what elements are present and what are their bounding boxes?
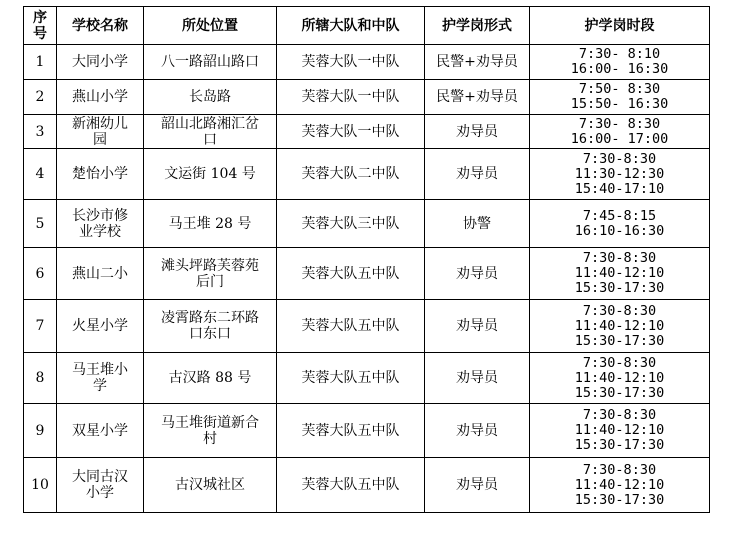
cell-no [24, 353, 57, 404]
cell-school [57, 149, 144, 200]
cell-form [425, 300, 530, 353]
cell-school-line: 园 [93, 131, 107, 148]
table-row [24, 353, 710, 404]
cell-times [530, 200, 710, 248]
cell-times-line: 7:30-8:30 [582, 302, 657, 319]
cell-no-line: 10 [31, 477, 49, 493]
patrol-schedule-table [23, 6, 710, 513]
cell-no [24, 300, 57, 353]
cell-times-line: 11:40-12:10 [574, 422, 665, 438]
cell-times-line: 11:40-12:10 [574, 265, 665, 281]
cell-location-line: 文运街 104 号 [164, 166, 256, 182]
header-cell-school: 学校名称 [57, 7, 144, 45]
cell-location-line: 滩头坪路芙蓉苑 [161, 257, 259, 274]
cell-unit [277, 353, 425, 404]
cell-form [425, 353, 530, 404]
cell-no [24, 115, 57, 149]
cell-form [425, 149, 530, 200]
cell-unit-line: 芙蓉大队一中队 [301, 89, 400, 105]
cell-times-line: 16:10-16:30 [574, 222, 665, 239]
cell-unit [277, 458, 425, 513]
cell-no [24, 200, 57, 248]
cell-times [530, 149, 710, 200]
cell-unit [277, 404, 425, 458]
cell-location-line: 古汉城社区 [175, 477, 245, 493]
cell-location [144, 115, 277, 149]
cell-school-line: 大同小学 [72, 54, 128, 70]
cell-school-line: 小学 [86, 485, 114, 501]
cell-location-line: 古汉路 88 号 [168, 370, 252, 386]
cell-school [57, 404, 144, 458]
cell-location [144, 200, 277, 248]
cell-times-line: 7:50- 8:30 [578, 81, 661, 97]
cell-no-line: 1 [35, 54, 45, 70]
cell-unit-line: 芙蓉大队三中队 [301, 215, 400, 232]
cell-school-line: 马王堆小 [72, 362, 128, 378]
cell-times-line: 7:45-8:15 [582, 207, 657, 224]
cell-no-line: 2 [35, 89, 45, 105]
cell-no-line: 7 [35, 318, 45, 334]
cell-location-line: 口 [203, 131, 217, 148]
table-body [24, 45, 710, 513]
patrol-schedule-table-wrapper [23, 6, 710, 513]
cell-form-line: 协警 [463, 215, 491, 232]
cell-location [144, 248, 277, 300]
cell-school-line: 长沙市修 [72, 207, 128, 224]
cell-location [144, 80, 277, 115]
table-row [24, 248, 710, 300]
cell-times-line: 11:40-12:10 [574, 369, 665, 386]
cell-unit [277, 149, 425, 200]
cell-no [24, 458, 57, 513]
cell-location-line: 马王堆 28 号 [168, 215, 252, 232]
cell-form-line: 劝导员 [456, 123, 498, 140]
cell-times-line: 15:50- 16:30 [570, 96, 669, 112]
cell-times-line: 7:30-8:30 [582, 354, 657, 371]
cell-unit-line: 芙蓉大队一中队 [301, 54, 400, 70]
cell-times-line: 16:00- 17:00 [570, 130, 669, 147]
cell-no [24, 149, 57, 200]
cell-times-line: 15:30-17:30 [574, 384, 665, 401]
header-cell-no: 序号 [24, 7, 57, 45]
cell-location [144, 300, 277, 353]
cell-location [144, 458, 277, 513]
table-row [24, 80, 710, 115]
cell-form [425, 200, 530, 248]
cell-unit [277, 45, 425, 80]
cell-times-line: 15:40-17:10 [574, 180, 665, 197]
cell-school-line: 燕山小学 [72, 89, 128, 105]
cell-unit-line: 芙蓉大队五中队 [301, 422, 400, 439]
cell-times [530, 115, 710, 149]
cell-times-line: 7:30-8:30 [582, 407, 657, 423]
table-row [24, 115, 710, 149]
cell-school [57, 353, 144, 404]
cell-no [24, 45, 57, 80]
table-row [24, 300, 710, 353]
cell-unit-line: 芙蓉大队五中队 [301, 477, 400, 493]
cell-location [144, 149, 277, 200]
cell-unit-line: 芙蓉大队一中队 [301, 123, 400, 140]
cell-form [425, 80, 530, 115]
cell-no [24, 80, 57, 115]
cell-no-line: 5 [35, 215, 45, 232]
cell-times-line: 15:30-17:30 [574, 437, 665, 453]
cell-location [144, 45, 277, 80]
header-cell-unit: 所辖大队和中队 [277, 7, 425, 45]
cell-school-line: 业学校 [79, 223, 121, 240]
cell-times [530, 45, 710, 80]
cell-no-line: 6 [35, 265, 45, 282]
cell-form-line: 民警+劝导员 [436, 54, 518, 70]
cell-times [530, 404, 710, 458]
cell-location [144, 353, 277, 404]
cell-school [57, 458, 144, 513]
cell-school [57, 115, 144, 149]
cell-times-line: 7:30-8:30 [582, 461, 657, 478]
cell-times-line: 15:30-17:30 [574, 332, 665, 349]
cell-form-line: 民警+劝导员 [436, 89, 518, 105]
cell-school-line: 大同古汉 [72, 469, 128, 485]
cell-unit [277, 248, 425, 300]
cell-times-line: 7:30- 8:10 [578, 46, 661, 62]
table-row [24, 458, 710, 513]
cell-times-line: 7:30-8:30 [582, 150, 657, 167]
cell-times-line: 11:40-12:10 [574, 317, 665, 334]
cell-unit [277, 80, 425, 115]
cell-form [425, 45, 530, 80]
header-cell-times: 护学岗时段 [530, 7, 710, 45]
cell-times-line: 16:00- 16:30 [570, 61, 669, 77]
cell-unit [277, 300, 425, 353]
cell-location-line: 八一路韶山路口 [161, 54, 259, 70]
table-row [24, 45, 710, 80]
cell-unit-line: 芙蓉大队五中队 [301, 265, 400, 282]
cell-times [530, 300, 710, 353]
cell-no-line: 9 [35, 422, 45, 439]
cell-school-line: 双星小学 [72, 422, 128, 439]
cell-location-line: 凌霄路东二环路 [161, 310, 259, 326]
cell-form-line: 劝导员 [456, 166, 498, 182]
cell-school-line: 新湘幼儿 [72, 115, 128, 132]
cell-location-line: 村 [203, 430, 217, 447]
cell-no [24, 404, 57, 458]
table-row [24, 149, 710, 200]
cell-school [57, 45, 144, 80]
cell-location-line: 马王堆街道新合 [161, 414, 259, 431]
cell-times [530, 248, 710, 300]
cell-unit-line: 芙蓉大队二中队 [301, 166, 400, 182]
cell-unit-line: 芙蓉大队五中队 [301, 370, 400, 386]
cell-times-line: 11:40-12:10 [574, 476, 665, 493]
cell-school-line: 燕山二小 [72, 265, 128, 282]
cell-no-line: 8 [35, 370, 45, 386]
cell-times [530, 458, 710, 513]
table-row [24, 200, 710, 248]
cell-no-line: 3 [35, 123, 45, 140]
cell-unit-line: 芙蓉大队五中队 [301, 318, 400, 334]
cell-school [57, 80, 144, 115]
header-cell-location: 所处位置 [144, 7, 277, 45]
cell-times-line: 11:30-12:30 [574, 165, 665, 182]
cell-location-line: 长岛路 [189, 89, 231, 105]
cell-times-line: 7:30-8:30 [582, 250, 657, 266]
cell-form [425, 404, 530, 458]
cell-location-line: 韶山北路湘汇岔 [161, 115, 259, 132]
cell-form-line: 劝导员 [456, 265, 498, 282]
cell-times-line: 15:30-17:30 [574, 491, 665, 508]
cell-school-line: 学 [93, 378, 107, 394]
cell-school [57, 300, 144, 353]
cell-school-line: 火星小学 [72, 318, 128, 334]
cell-times [530, 353, 710, 404]
cell-unit [277, 115, 425, 149]
cell-times [530, 80, 710, 115]
cell-location [144, 404, 277, 458]
table-row [24, 404, 710, 458]
cell-form [425, 458, 530, 513]
cell-form-line: 劝导员 [456, 318, 498, 334]
cell-times-line: 7:30- 8:30 [578, 115, 661, 132]
cell-school-line: 楚怡小学 [72, 166, 128, 182]
header-cell-form: 护学岗形式 [425, 7, 530, 45]
cell-location-line: 后门 [196, 273, 224, 290]
header-row [24, 7, 710, 45]
cell-unit [277, 200, 425, 248]
cell-location-line: 口东口 [189, 326, 231, 342]
cell-form-line: 劝导员 [456, 422, 498, 439]
cell-no-line: 4 [35, 166, 45, 182]
cell-form [425, 248, 530, 300]
cell-school [57, 200, 144, 248]
cell-no [24, 248, 57, 300]
cell-form [425, 115, 530, 149]
cell-school [57, 248, 144, 300]
cell-times-line: 15:30-17:30 [574, 280, 665, 296]
cell-form-line: 劝导员 [456, 477, 498, 493]
cell-form-line: 劝导员 [456, 370, 498, 386]
